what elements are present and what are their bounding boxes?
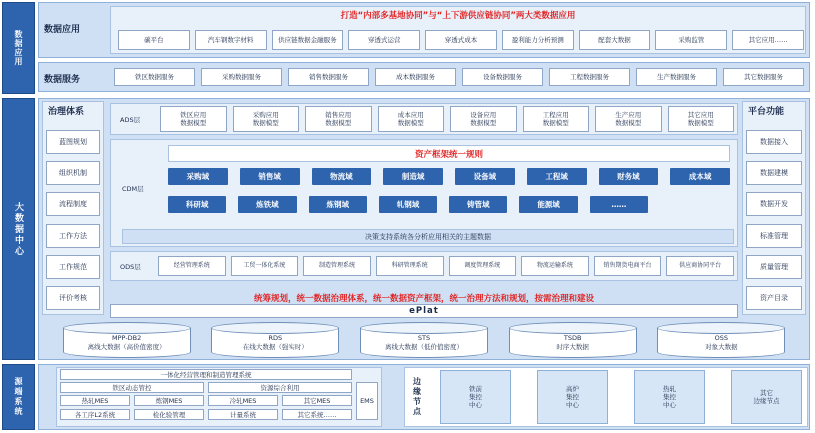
sidebar-bigdata-label: 大数据中心 — [2, 98, 35, 360]
ads-model: 铁区应用 数据模型 — [160, 106, 227, 132]
ads-label: ADS层 — [120, 116, 141, 124]
source-mes: 热轧MES — [60, 395, 130, 406]
service-item: 成本数据服务 — [375, 68, 456, 86]
platform-title: 平台功能 — [748, 107, 785, 117]
platform-item: 资产目录 — [746, 286, 802, 310]
storage-name: OSS — [714, 334, 729, 342]
cdm-headline: 资产框架统一规则 — [414, 150, 483, 160]
platform-item: 数据接入 — [746, 130, 802, 154]
source-mes: 冷轧MES — [208, 395, 278, 406]
governance-item: 工作方法 — [46, 224, 100, 248]
ads-model: 工程应用 数据模型 — [523, 106, 590, 132]
source-system: 计量系统 — [208, 409, 278, 420]
ads-model: 销售应用 数据模型 — [305, 106, 372, 132]
edge-node: 热轧 集控 中心 — [634, 370, 705, 424]
platform-item: 标准管理 — [746, 224, 802, 248]
edge-node: 其它 边缘节点 — [731, 370, 802, 424]
ods-items — [158, 256, 734, 276]
platform-item: 数据建模 — [746, 161, 802, 185]
cdm-domain: 设备域 — [455, 168, 515, 185]
ods-label: ODS层 — [120, 263, 141, 271]
app-item: 盈利能力分析预测 — [502, 30, 574, 50]
storage-desc: 离线大数据（低价值密度） — [385, 343, 463, 351]
cdm-domain: 制造域 — [383, 168, 443, 185]
service-item: 设备数据服务 — [462, 68, 543, 86]
cdm-domain: 销售域 — [240, 168, 300, 185]
ads-model: 设备应用 数据模型 — [450, 106, 517, 132]
storage-row — [42, 322, 806, 358]
source-system: 各工序L2系统 — [60, 409, 130, 420]
ods-system: 工贸一体化系统 — [231, 256, 299, 276]
app-item: 汽车钢数字材料 — [195, 30, 267, 50]
ods-system: 供应商协同平台 — [666, 256, 734, 276]
source-mes: 其它MES — [282, 395, 352, 406]
platform-items — [746, 130, 802, 310]
governance-title: 治理体系 — [48, 107, 85, 117]
app-layer-title: 数据应用 — [44, 25, 81, 35]
cdm-label: CDM层 — [122, 185, 144, 193]
sidebar-app-label: 数据应用 — [2, 2, 35, 94]
app-item: 其它应用…… — [732, 30, 804, 50]
service-item: 其它数据服务 — [723, 68, 804, 86]
source-row4 — [60, 409, 352, 420]
service-item: 铁区数据服务 — [114, 68, 195, 86]
eplat-label: ePlat — [409, 306, 439, 316]
cdm-domain: 炼铁域 — [238, 196, 296, 213]
storage-desc: 时序大数据 — [556, 343, 589, 351]
source-top: 一体化经营管理和制造管理系统 — [60, 369, 352, 380]
cdm-domain: 铸管域 — [449, 196, 507, 213]
cdm-domain: 财务域 — [599, 168, 659, 185]
ods-system: 科研管理系统 — [376, 256, 444, 276]
cdm-domain: 采购域 — [168, 168, 228, 185]
storage-name: RDS — [268, 334, 283, 342]
source-mes: 炼钢MES — [134, 395, 204, 406]
service-item: 采购数据服务 — [201, 68, 282, 86]
ads-model: 成本应用 数据模型 — [378, 106, 445, 132]
cdm-theme-text: 决策支持系统各分析应用相关的主题数据 — [365, 233, 491, 241]
governance-item: 工作规范 — [46, 255, 100, 279]
governance-items — [46, 130, 100, 310]
storage-desc: 在线大数据（强实时） — [242, 343, 308, 351]
service-items — [114, 68, 804, 86]
platform-item: 数据开发 — [746, 192, 802, 216]
source-system: 检化验管理 — [134, 409, 204, 420]
ads-model: 采购应用 数据模型 — [233, 106, 300, 132]
cdm-domain: …… — [590, 196, 648, 213]
cdm-domain: 轧钢域 — [379, 196, 437, 213]
storage-cylinder — [360, 322, 488, 358]
storage-cylinder — [63, 322, 191, 358]
storage-name: STS — [417, 334, 431, 342]
app-item: 采购监管 — [655, 30, 727, 50]
service-item: 销售数据服务 — [288, 68, 369, 86]
ods-system: 销售期货电商平台 — [594, 256, 662, 276]
edge-node: 高炉 集控 中心 — [537, 370, 608, 424]
ads-items — [160, 106, 734, 132]
storage-name: MPP-DB2 — [112, 334, 142, 342]
app-item: 碳平台 — [118, 30, 190, 50]
app-item: 穿透式成本 — [425, 30, 497, 50]
app-item: 配套大数据 — [579, 30, 651, 50]
edge-title-box — [408, 370, 426, 424]
cdm-domain: 物流域 — [312, 168, 372, 185]
source-system: 铁区动态管控 — [60, 382, 204, 393]
app-item: 供应链数据金融服务 — [272, 30, 344, 50]
storage-cylinder — [657, 322, 785, 358]
sidebar-source-label: 源端系统 — [2, 364, 35, 430]
source-row2 — [60, 382, 352, 393]
app-layer-headline: 打造“内部多基地协同”与“上下游供应链协同”两大类数据应用 — [340, 11, 576, 21]
storage-desc: 离线大数据（高价值密度） — [87, 343, 166, 351]
governance-item: 评价考核 — [46, 286, 100, 310]
edge-items — [440, 370, 802, 424]
cdm-domain: 能源域 — [519, 196, 577, 213]
storage-desc: 对象大数据 — [705, 343, 738, 351]
ods-system: 制造管理系统 — [303, 256, 371, 276]
slogan: 统筹规划，统一数据治理体系，统一数据资产框架，统一治理方法和规划，按需治理和建设 — [253, 294, 594, 304]
ods-system: 调度管理系统 — [449, 256, 517, 276]
cdm-row1 — [168, 168, 730, 185]
cdm-domain: 工程域 — [527, 168, 587, 185]
cdm-row2 — [168, 196, 648, 213]
governance-item: 组织机制 — [46, 161, 100, 185]
storage-cylinder — [211, 322, 339, 358]
source-system: 资源综合利用 — [208, 382, 352, 393]
ods-system: 经营管理系统 — [158, 256, 226, 276]
ads-model: 生产应用 数据模型 — [595, 106, 662, 132]
service-item: 工程数据服务 — [549, 68, 630, 86]
storage-name: TSDB — [563, 334, 582, 342]
cdm-domain: 成本域 — [670, 168, 730, 185]
ods-system: 物流运输系统 — [521, 256, 589, 276]
app-items — [118, 30, 804, 50]
edge-title: 边缘节点 — [412, 377, 422, 417]
governance-item: 流程制度 — [46, 192, 100, 216]
service-layer-title: 数据服务 — [44, 75, 81, 85]
service-item: 生产数据服务 — [636, 68, 717, 86]
source-system: 其它系统…… — [282, 409, 352, 420]
governance-item: 蓝图规划 — [46, 130, 100, 154]
source-row3 — [60, 395, 352, 406]
ads-model: 其它应用 数据模型 — [668, 106, 735, 132]
platform-item: 质量管理 — [746, 255, 802, 279]
cdm-domain: 科研域 — [168, 196, 226, 213]
source-ems: EMS — [356, 382, 378, 420]
storage-cylinder — [509, 322, 637, 358]
app-item: 穿透式运营 — [348, 30, 420, 50]
cdm-domain: 炼钢域 — [309, 196, 367, 213]
edge-node: 铁前 集控 中心 — [440, 370, 511, 424]
